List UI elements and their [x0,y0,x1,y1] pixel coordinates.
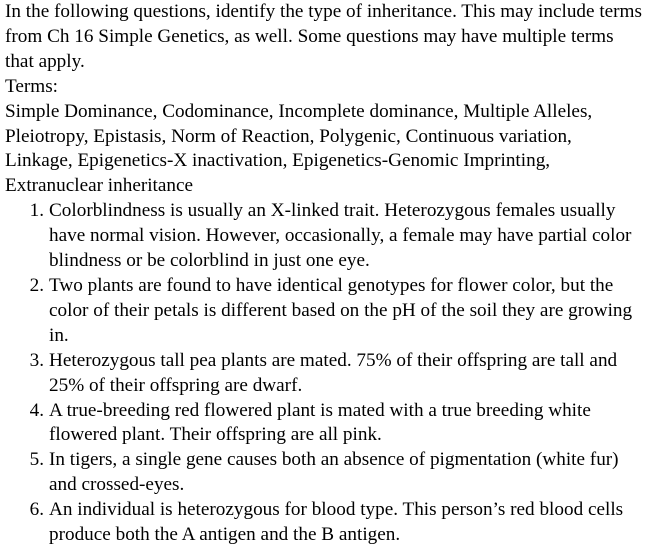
question-item-3 [5,349,644,399]
question-text: In tigers, a single gene causes both an absence of pigmentation (white fur) and crossed-eyes. [49,449,619,496]
question-text: An individual is heterozygous for blood type. This person’s red blood cells produce both the A antigen and the B antigen. [49,499,624,546]
question-text: Colorblindness is usually an X-linked trait. Heterozygous females usually have normal vision. However, occasionally, a female may have partial color blindness or be colorblind in just one eye. [49,200,632,272]
question-item-6 [5,498,644,547]
terms-list: Simple Dominance, Codominance, Incomplete dominance, Multiple Alleles, Pleiotropy, Epistasis, Norm of Reaction, Polygenic, Continuous variation, Linkage, Epigenetics-X inactivation, Epigenetics-Genomic Imprinting, Extranuclear inheritance [5,100,593,197]
question-number: 4. [29,399,44,421]
question-text: Heterozygous tall pea plants are mated. 75% of their offspring are tall and 25% of their offspring are dwarf. [49,349,618,396]
question-number: 2. [29,274,44,296]
question-number: 5. [29,449,44,471]
terms-heading: Terms: [5,75,59,97]
question-item-2 [5,274,644,349]
question-item-5 [5,448,644,498]
question-number: 3. [29,349,44,371]
question-item-1 [5,199,644,274]
intro-paragraph: In the following questions, identify the type of inheritance. This may include terms from Ch 16 Simple Genetics, as well. Some questions may have multiple terms that apply. [5,1,642,72]
question-text: A true-breeding red flowered plant is mated with a true breeding white flowered plant. Their offspring are all pink. [49,399,591,446]
question-number: 1. [29,200,44,222]
question-text: Two plants are found to have identical genotypes for flower color, but the color of their petals is different based on the pH of the soil they are growing in. [49,274,633,346]
question-number: 6. [29,499,44,521]
question-list [5,199,644,547]
question-item-4 [5,399,644,449]
